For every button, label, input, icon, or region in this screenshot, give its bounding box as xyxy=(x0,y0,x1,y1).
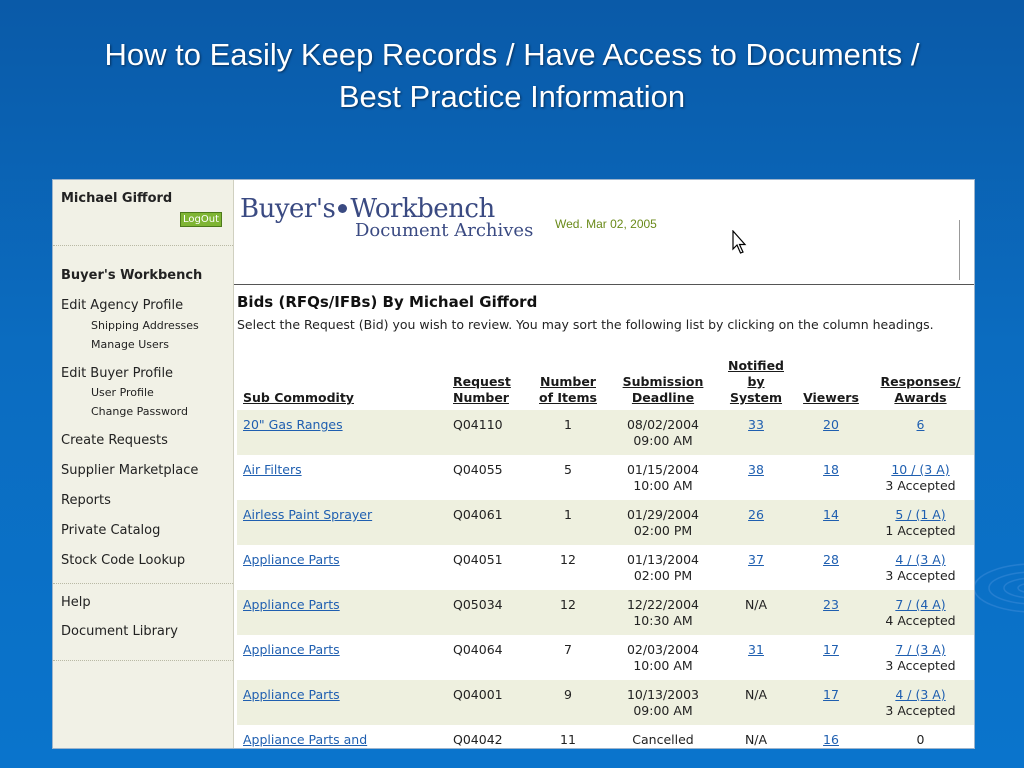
awards-status: 3 Accepted xyxy=(885,658,956,673)
request-number: Q04055 xyxy=(453,462,503,477)
responses-count: 0 xyxy=(916,732,925,747)
deadline-date: 01/13/2004 xyxy=(626,552,700,567)
deadline-time: 02:00 PM xyxy=(633,568,693,583)
table-cell xyxy=(237,635,447,680)
viewers-count-link[interactable]: 28 xyxy=(823,552,839,567)
page-title: Bids (RFQs/IFBs) By Michael Gifford xyxy=(237,293,538,311)
number-of-items: 9 xyxy=(564,687,572,702)
sub-commodity-link[interactable]: Appliance Parts and xyxy=(243,732,368,747)
responses-link[interactable]: 10 / (3 A) xyxy=(891,462,950,477)
deadline-time: 10:00 AM xyxy=(633,658,693,673)
viewers-count-link[interactable]: 20 xyxy=(823,417,839,432)
request-number: Q04051 xyxy=(453,552,503,567)
sidebar-item-create-requests[interactable]: Create Requests xyxy=(61,433,168,448)
logo-subtitle: Document Archives xyxy=(355,220,534,241)
responses-link[interactable]: 7 / (4 A) xyxy=(895,597,946,612)
column-header-sub-commodity[interactable] xyxy=(237,352,447,410)
table-cell xyxy=(527,545,609,590)
number-of-items: 7 xyxy=(564,642,572,657)
viewers-count-link[interactable]: 16 xyxy=(823,732,839,747)
header-divider xyxy=(234,284,974,285)
column-header-notified-by-system[interactable] xyxy=(717,352,795,410)
table-cell xyxy=(527,455,609,500)
table-cell xyxy=(447,545,527,590)
header-divider-vertical xyxy=(959,220,960,280)
table-cell xyxy=(527,500,609,545)
divider xyxy=(53,660,233,661)
column-header-viewers[interactable] xyxy=(795,352,867,410)
awards-status: 1 Accepted xyxy=(885,523,956,538)
number-of-items: 5 xyxy=(564,462,572,477)
logo-dot-icon xyxy=(338,204,347,213)
number-of-items: 1 xyxy=(564,507,572,522)
request-number: Q04061 xyxy=(453,507,503,522)
table-cell xyxy=(795,410,867,455)
number-of-items: 12 xyxy=(560,597,576,612)
awards-status: 3 Accepted xyxy=(885,478,956,493)
awards-status: 3 Accepted xyxy=(885,568,956,583)
table-cell xyxy=(717,725,795,749)
divider xyxy=(53,583,233,584)
deadline-date: 10/13/2003 xyxy=(626,687,700,702)
sidebar-item-edit-buyer-profile[interactable]: Edit Buyer Profile xyxy=(61,366,174,381)
deadline-date: 12/22/2004 xyxy=(626,597,700,612)
table-cell xyxy=(527,410,609,455)
responses-link[interactable]: 6 xyxy=(916,417,925,432)
table-cell xyxy=(237,545,447,590)
sidebar-item-help[interactable]: Help xyxy=(61,595,91,610)
responses-link[interactable]: 5 / (1 A) xyxy=(895,507,946,522)
table-cell xyxy=(867,590,974,635)
notified-count-link[interactable]: 38 xyxy=(748,462,764,477)
table-row xyxy=(237,545,974,590)
table-cell xyxy=(609,500,717,545)
table-cell xyxy=(527,680,609,725)
table-row xyxy=(237,725,974,749)
table-cell xyxy=(447,635,527,680)
deadline-time: 10:30 AM xyxy=(633,613,693,628)
table-cell xyxy=(609,590,717,635)
table-cell xyxy=(447,410,527,455)
deadline-time: 09:00 AM xyxy=(633,433,693,448)
table-cell xyxy=(795,635,867,680)
table-cell xyxy=(795,590,867,635)
table-cell xyxy=(867,455,974,500)
table-cell xyxy=(717,545,795,590)
logo xyxy=(240,195,495,223)
notified-count: N/A xyxy=(744,597,768,612)
sub-commodity-link[interactable]: Appliance Parts xyxy=(243,597,340,612)
column-header-number-of-items[interactable] xyxy=(527,352,609,410)
table-cell xyxy=(867,500,974,545)
table-cell xyxy=(237,500,447,545)
table-cell xyxy=(867,410,974,455)
table-cell xyxy=(717,500,795,545)
screenshot-panel xyxy=(52,179,975,749)
table-cell xyxy=(527,635,609,680)
table-row xyxy=(237,590,974,635)
number-of-items: 12 xyxy=(560,552,576,567)
table-cell xyxy=(609,635,717,680)
sidebar-item-supplier-marketplace[interactable]: Supplier Marketplace xyxy=(61,463,199,478)
main-content xyxy=(234,180,974,748)
slide-title-line-2: Best Practice Information xyxy=(338,79,686,114)
column-header-label: by xyxy=(747,374,765,389)
table-cell xyxy=(237,680,447,725)
table-row xyxy=(237,680,974,725)
notified-count-link[interactable]: 26 xyxy=(748,507,764,522)
column-header-label: Request xyxy=(453,374,511,389)
table-cell xyxy=(447,455,527,500)
request-number: Q05034 xyxy=(453,597,503,612)
table-cell xyxy=(237,455,447,500)
table-cell xyxy=(867,680,974,725)
sidebar-item-reports[interactable]: Reports xyxy=(61,493,111,508)
table-cell xyxy=(717,680,795,725)
notified-count: N/A xyxy=(744,687,768,702)
sub-commodity-link[interactable]: Air Filters xyxy=(243,462,302,477)
table-cell xyxy=(447,590,527,635)
logout-button[interactable]: LogOut xyxy=(180,212,222,227)
deadline-date: 02/03/2004 xyxy=(626,642,700,657)
number-of-items: 1 xyxy=(564,417,572,432)
column-header-label: System xyxy=(729,390,783,405)
table-cell xyxy=(447,680,527,725)
deadline-time: 10:00 AM xyxy=(633,478,693,493)
deadline-date: Cancelled xyxy=(632,732,694,747)
sidebar-item-edit-agency-profile[interactable]: Edit Agency Profile xyxy=(61,298,184,313)
table-header-row xyxy=(237,352,974,410)
table-cell xyxy=(795,500,867,545)
column-header-label: Notified xyxy=(728,358,784,373)
request-number: Q04001 xyxy=(453,687,503,702)
table-row xyxy=(237,635,974,680)
deadline-time: 02:00 PM xyxy=(633,523,693,538)
column-header-label: Responses/ xyxy=(880,374,961,389)
cursor-icon xyxy=(732,230,748,256)
table-cell xyxy=(237,410,447,455)
sub-commodity-link[interactable]: Appliance Parts xyxy=(243,552,340,567)
request-number: Q04110 xyxy=(453,417,503,432)
table-cell xyxy=(717,590,795,635)
notified-count-link[interactable]: 33 xyxy=(748,417,764,432)
sub-commodity-link[interactable]: 20" Gas Ranges xyxy=(243,417,343,432)
table-cell xyxy=(717,635,795,680)
number-of-items: 11 xyxy=(560,732,576,747)
slide-title xyxy=(40,34,984,118)
column-header-label: Deadline xyxy=(631,390,695,405)
notified-count: N/A xyxy=(744,732,768,747)
responses-link[interactable]: 7 / (3 A) xyxy=(895,642,946,657)
sidebar xyxy=(53,180,234,748)
sidebar-item-private-catalog[interactable]: Private Catalog xyxy=(61,523,161,538)
viewers-count-link[interactable]: 18 xyxy=(823,462,839,477)
table-cell xyxy=(609,680,717,725)
viewers-count-link[interactable]: 17 xyxy=(823,642,839,657)
column-header-label: Number xyxy=(453,390,509,405)
table-cell xyxy=(609,725,717,749)
sidebar-item-document-library[interactable]: Document Library xyxy=(61,624,178,639)
sidebar-item-stock-code-lookup[interactable]: Stock Code Lookup xyxy=(61,553,186,568)
deadline-date: 01/29/2004 xyxy=(626,507,700,522)
table-cell xyxy=(867,725,974,749)
logo-text-workbench: Workbench xyxy=(350,194,495,224)
bids-table xyxy=(237,352,974,749)
notified-count-link[interactable]: 37 xyxy=(748,552,764,567)
table-cell xyxy=(717,410,795,455)
sidebar-item-user-profile[interactable]: User Profile xyxy=(91,386,154,399)
table-cell xyxy=(609,410,717,455)
user-name: Michael Gifford xyxy=(61,191,173,206)
table-body xyxy=(237,410,974,749)
sidebar-section-title: Buyer's Workbench xyxy=(61,268,203,283)
table-cell xyxy=(867,635,974,680)
column-header-label: Awards xyxy=(894,390,947,405)
column-header-label: Sub Commodity xyxy=(243,390,354,405)
deadline-date: 01/15/2004 xyxy=(626,462,700,477)
column-header-request-number[interactable] xyxy=(447,352,527,410)
table-cell xyxy=(447,725,527,749)
viewers-count-link[interactable]: 23 xyxy=(823,597,839,612)
table-cell xyxy=(795,455,867,500)
instructions-text: Select the Request (Bid) you wish to review. You may sort the following list by clicking on the column headings. xyxy=(237,317,934,332)
column-header-label: Viewers xyxy=(803,390,859,405)
table-cell xyxy=(717,455,795,500)
responses-link[interactable]: 4 / (3 A) xyxy=(895,687,946,702)
table-cell xyxy=(795,680,867,725)
column-header-responses-awards[interactable] xyxy=(867,352,974,410)
notified-count-link[interactable]: 31 xyxy=(748,642,764,657)
column-header-label: Number xyxy=(540,374,596,389)
table-cell xyxy=(795,545,867,590)
sub-commodity-link[interactable]: Airless Paint Sprayer xyxy=(243,507,373,522)
table-cell xyxy=(867,545,974,590)
awards-status: 3 Accepted xyxy=(885,703,956,718)
column-header-submission-deadline[interactable] xyxy=(609,352,717,410)
table-cell xyxy=(609,455,717,500)
sidebar-item-manage-users[interactable]: Manage Users xyxy=(91,338,169,351)
viewers-count-link[interactable]: 14 xyxy=(823,507,839,522)
awards-status: 4 Accepted xyxy=(885,613,956,628)
table-cell xyxy=(795,725,867,749)
column-header-label: of Items xyxy=(539,390,597,405)
table-cell xyxy=(609,545,717,590)
request-number: Q04064 xyxy=(453,642,503,657)
sub-commodity-link[interactable]: Appliance Parts xyxy=(243,642,340,657)
viewers-count-link[interactable]: 17 xyxy=(823,687,839,702)
slide-title-line-1: How to Easily Keep Records / Have Access to Documents / xyxy=(104,37,920,72)
table-cell xyxy=(527,725,609,749)
table-cell xyxy=(237,590,447,635)
table-row xyxy=(237,455,974,500)
current-date: Wed. Mar 02, 2005 xyxy=(555,217,657,231)
request-number: Q04042 xyxy=(453,732,503,747)
sidebar-item-shipping-addresses[interactable]: Shipping Addresses xyxy=(91,319,199,332)
sub-commodity-link[interactable]: Appliance Parts xyxy=(243,687,340,702)
deadline-time: 09:00 AM xyxy=(633,703,693,718)
table-row xyxy=(237,410,974,455)
column-header-label: Submission xyxy=(622,374,704,389)
table-cell xyxy=(237,725,447,749)
divider xyxy=(53,245,233,246)
table-cell xyxy=(447,500,527,545)
logo-text-buyers: Buyer's xyxy=(240,194,336,224)
table-row xyxy=(237,500,974,545)
sidebar-item-change-password[interactable]: Change Password xyxy=(91,405,188,418)
table-cell xyxy=(527,590,609,635)
deadline-date: 08/02/2004 xyxy=(626,417,700,432)
responses-link[interactable]: 4 / (3 A) xyxy=(895,552,946,567)
